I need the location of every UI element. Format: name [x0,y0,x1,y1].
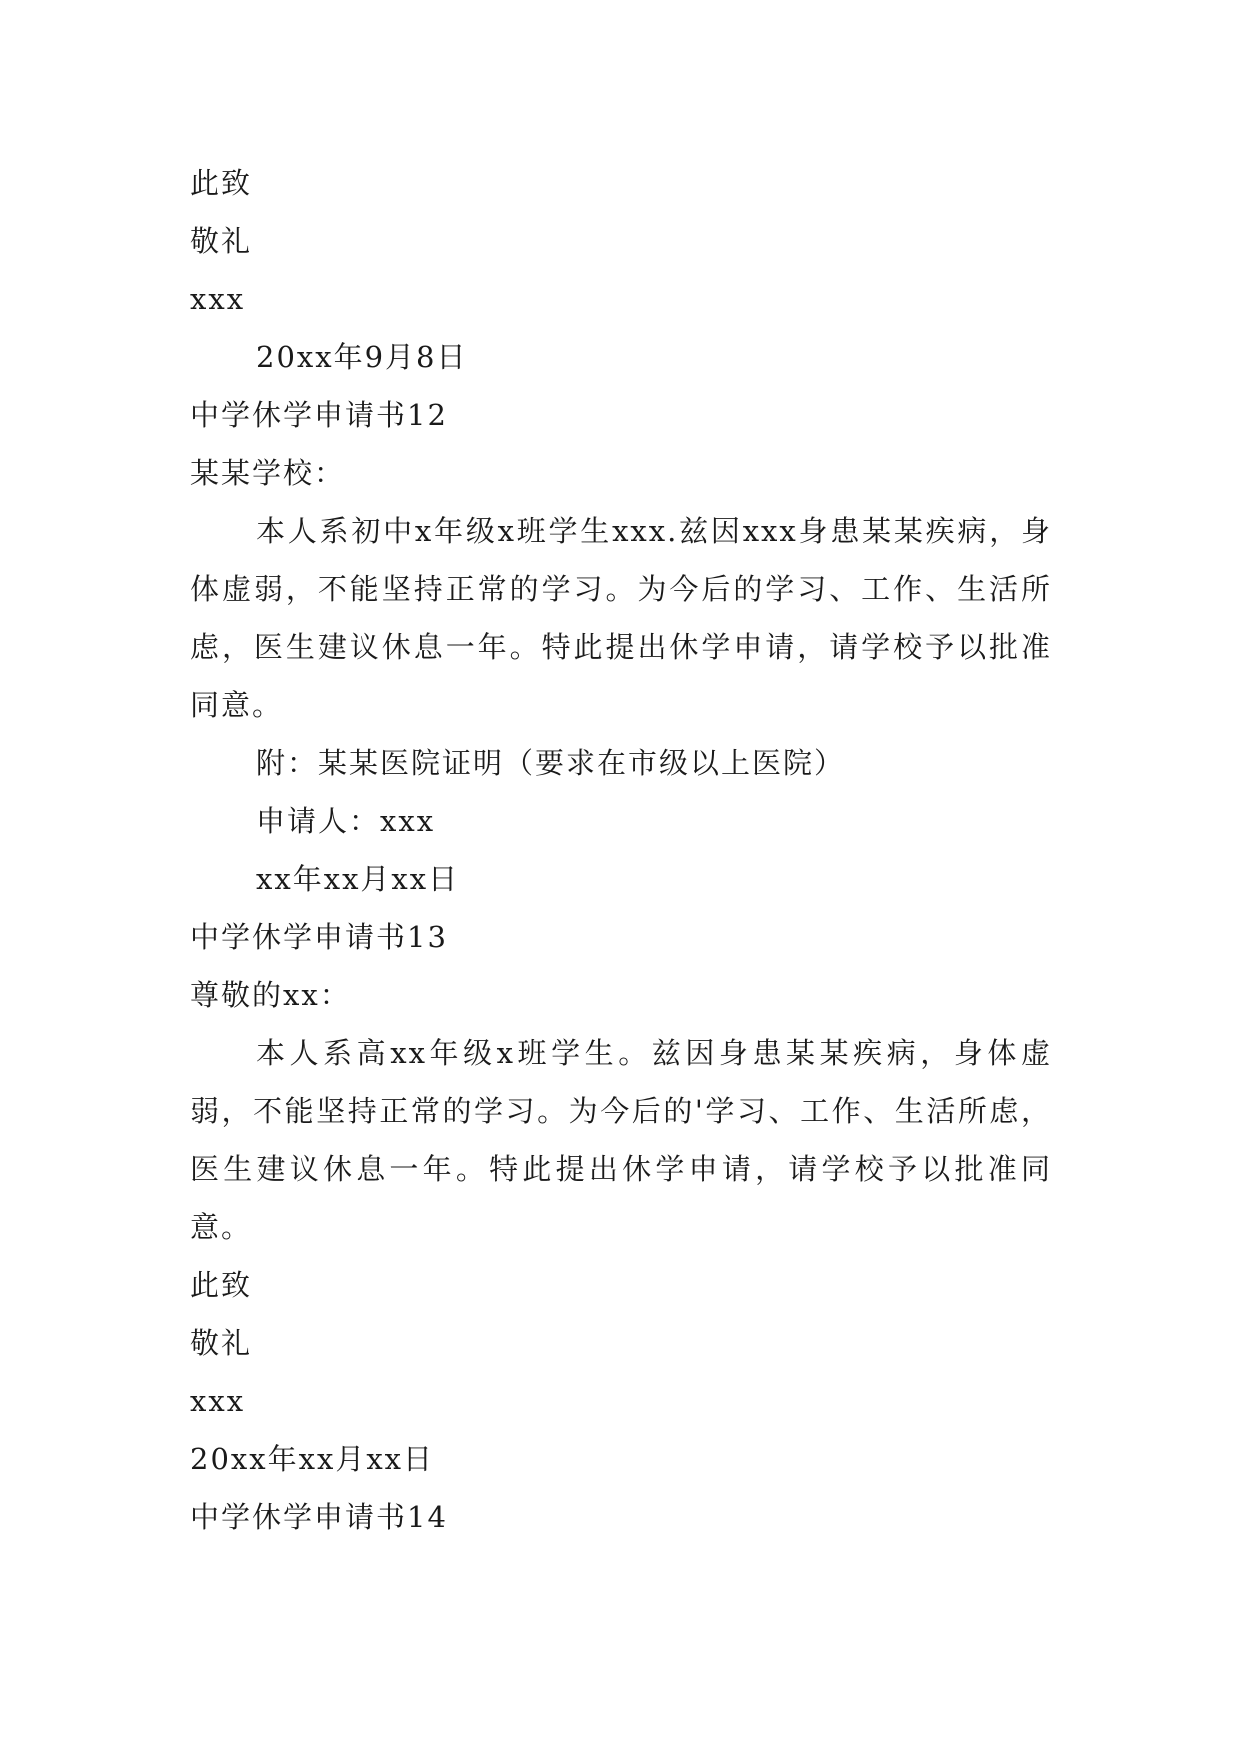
document-content [190,154,1052,1546]
closing-line-2: 敬礼 [190,224,253,258]
signature-date: 20xx年9月8日 [256,340,468,374]
letter-heading-13: 中学休学申请书13 [190,920,448,954]
letter-date-12: xx年xx月xx日 [256,862,460,896]
closing-line-1: 此致 [190,166,253,200]
signer-name: xxx [190,1384,246,1418]
letter-body-13: 本人系高xx年级x班学生。兹因身患某某疾病，身体虚弱，不能坚持正常的学习。为今后的'学习、工作、生活所虑，医生建议休息一年。特此提出休学申请，请学校予以批准同意。 [190,1036,1052,1244]
letter-heading-14: 中学休学申请书14 [190,1500,448,1534]
closing-line-2: 敬礼 [190,1326,253,1360]
letter-heading-12: 中学休学申请书12 [190,398,448,432]
closing-line-1: 此致 [190,1268,253,1302]
letter-salutation-12: 某某学校： [190,456,346,490]
letter-body-12: 本人系初中x年级x班学生xxx.兹因xxx身患某某疾病，身体虚弱，不能坚持正常的学习。为今后的学习、工作、生活所虑，医生建议休息一年。特此提出休学申请，请学校予以批准同意。 [190,514,1052,722]
letter-attachment-12: 附：某某医院证明（要求在市级以上医院） [256,746,846,780]
signature-date: 20xx年xx月xx日 [190,1442,435,1476]
letter-salutation-13: 尊敬的xx： [190,978,351,1012]
signer-name: xxx [190,282,246,316]
letter-applicant-12: 申请人：xxx [256,804,436,838]
